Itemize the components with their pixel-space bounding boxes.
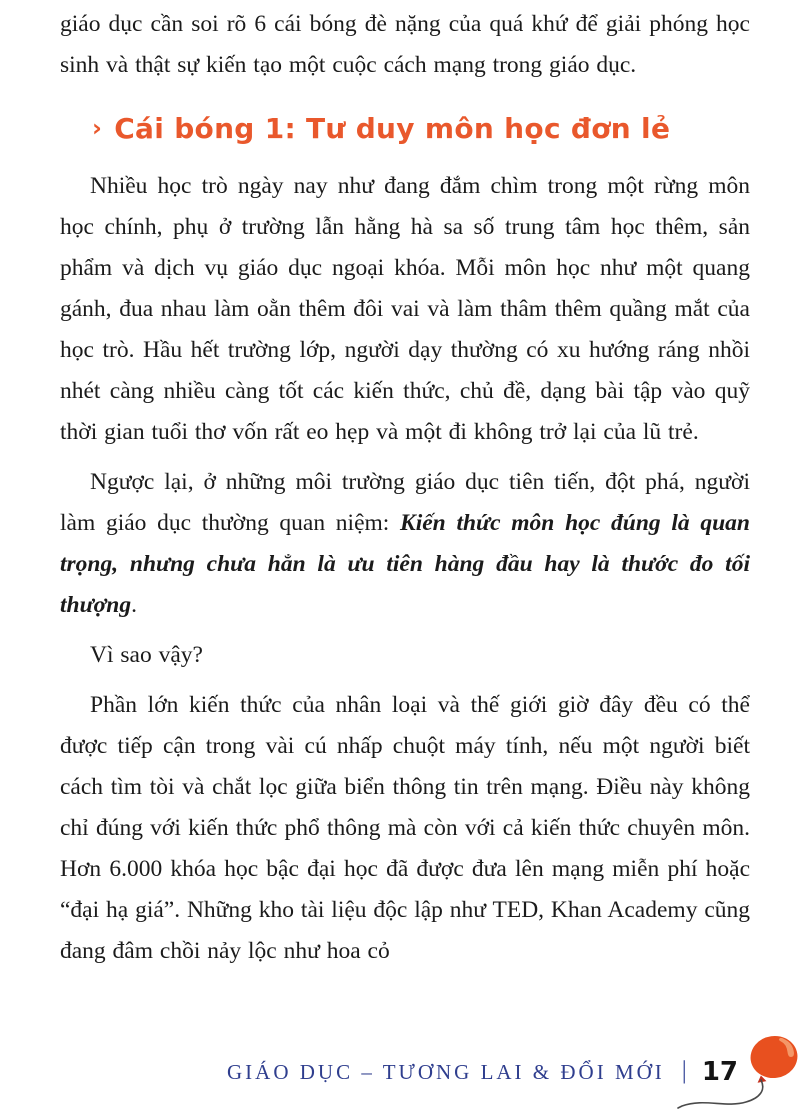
- page-body: [60, 4, 750, 981]
- section-heading: [60, 110, 750, 148]
- page-number: 17: [701, 1057, 738, 1087]
- paragraph-1: Nhiều học trò ngày nay như đang đắm chìm trong một rừng môn học chính, phụ ở trường lẫn hằng hà sa số trung tâm học thêm, sản phẩm và dịch vụ giáo dục ngoại khóa. Mỗi môn học như một quang gánh, đua nhau làm oằn thêm đôi vai và làm thâm thêm quầng mắt của học trò. Hầu hết trường lớp, người dạy thường có xu hướng ráng nhồi nhét càng nhiều càng tốt các kiến thức, chủ đề, dạng bài tập vào quỹ thời gian tuổi thơ vốn rất eo hẹp và một đi không trở lại của lũ trẻ.: [60, 173, 750, 445]
- chevron-right-icon: ›: [92, 114, 103, 142]
- paragraph-continuation: giáo dục cần soi rõ 6 cái bóng đè nặng của quá khứ để giải phóng học sinh và thật sự kiến tạo một cuộc cách mạng trong giáo dục.: [60, 11, 750, 78]
- section-heading-text: Cái bóng 1: Tư duy môn học đơn lẻ: [114, 112, 671, 145]
- paragraph-2-lead: Ngược lại, ở những môi trường giáo dục tiên tiến, đột phá, người làm giáo dục thường quan niệm:: [60, 469, 750, 536]
- paragraph-2: [60, 462, 750, 626]
- footer-book-title: GIÁO DỤC – TƯƠNG LAI & ĐỔI MỚI: [227, 1059, 665, 1084]
- page-footer: [0, 1050, 800, 1094]
- paragraph-3: Phần lớn kiến thức của nhân loại và thế giới giờ đây đều có thể được tiếp cận trong vài cú nhấp chuột máy tính, nếu một người biết cách tìm tòi và chắt lọc giữa biển thông tin trên mạng. Điều này không chỉ đúng với kiến thức phổ thông mà còn với cả kiến thức chuyên môn. Hơn 6.000 khóa học bậc đại học đã được đưa lên mạng miễn phí hoặc “đại hạ giá”. Những kho tài liệu độc lập như TED, Khan Academy cũng đang đâm chồi nảy lộc như hoa cỏ: [60, 692, 750, 964]
- footer-separator: |: [681, 1057, 687, 1084]
- paragraph-2-emphasis: Kiến thức môn học đúng là quan trọng, nhưng chưa hẳn là ưu tiên hàng đầu hay là thước đo tối thượng: [60, 510, 750, 618]
- paragraph-2-tail: .: [131, 592, 137, 618]
- paragraph-question: Vì sao vậy?: [90, 642, 203, 668]
